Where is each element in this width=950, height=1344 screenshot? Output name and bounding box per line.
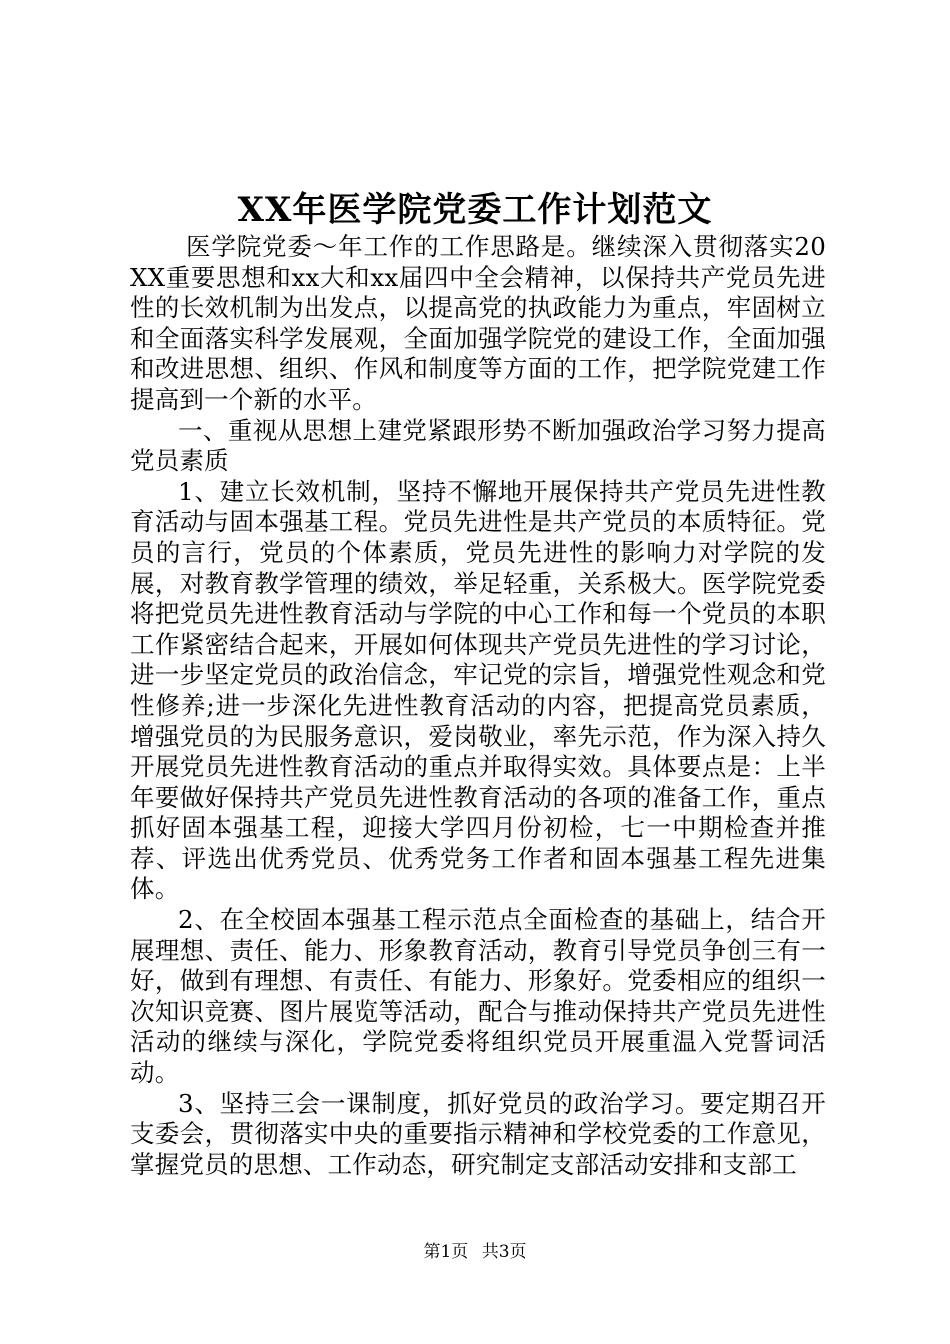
- page-number: 第1页: [423, 1242, 469, 1262]
- page-total: 共3页: [481, 1242, 527, 1262]
- item-paragraph-3: 3、坚持三会一课制度，抓好党员的政治学习。要定期召开支委会，贯彻落实中央的重要指示精神和学校党委的工作意见，掌握党员的思想、工作动态，研究制定支部活动安排和支部工: [130, 1088, 826, 1179]
- document-body: [130, 232, 826, 1180]
- item-paragraph-2: 2、在全校固本强基工程示范点全面检查的基础上，结合开展理想、责任、能力、形象教育活动，教育引导党员争创三有一好，做到有理想、有责任、有能力、形象好。党委相应的组织一次知识竞赛、图片展览等活动，配合与推动保持共产党员先进性活动的继续与深化，学院党委将组织党员开展重温入党誓词活动。: [130, 905, 826, 1088]
- item-paragraph-1: 1、建立长效机制，坚持不懈地开展保持共产党员先进性教育活动与固本强基工程。党员先进性是共产党员的本质特征。党员的言行，党员的个体素质，党员先进性的影响力对学院的发展，对教育教学管理的绩效，举足轻重，关系极大。医学院党委将把党员先进性教育活动与学院的中心工作和每一个党员的本职工作紧密结合起来，开展如何体现共产党员先进性的学习讨论，进一步坚定党员的政治信念，牢记党的宗旨，增强党性观念和党性修养;进一步深化先进性教育活动的内容，把提高党员素质，增强党员的为民服务意识，爱岗敬业，率先示范，作为深入持久开展党员先进性教育活动的重点并取得实效。具体要点是：上半年要做好保持共产党员先进性教育活动的各项的准备工作，重点抓好固本强基工程，迎接大学四月份初检，七一中期检查并推荐、评选出优秀党员、优秀党务工作者和固本强基工程先进集体。: [130, 476, 826, 904]
- document-title: XX年医学院党委工作计划范文: [237, 190, 713, 230]
- page-footer: [0, 1240, 950, 1264]
- intro-paragraph: 医学院党委～年工作的工作思路是。继续深入贯彻落实20XX重要思想和xx大和xx届四中全会精神，以保持共产党员先进性的长效机制为出发点，以提高党的执政能力为重点，牢固树立和全面落实科学发展观，全面加强学院党的建设工作，全面加强和改进思想、组织、作风和制度等方面的工作，把学院党建工作提高到一个新的水平。: [130, 232, 826, 414]
- section-heading-1: 一、重视从思想上建党紧跟形势不断加强政治学习努力提高党员素质: [130, 415, 826, 476]
